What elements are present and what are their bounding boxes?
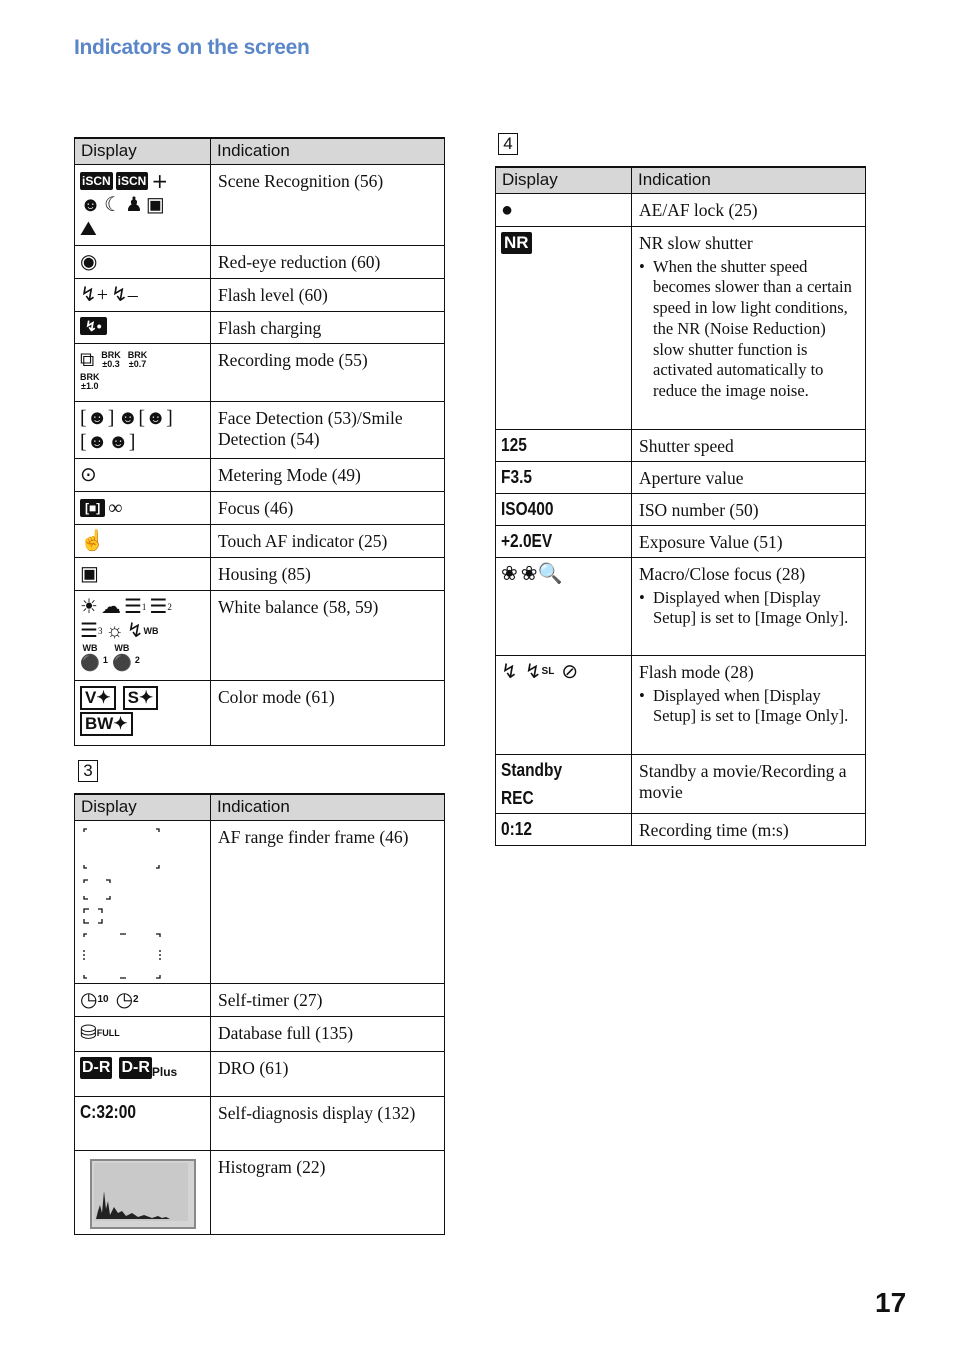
table-row bbox=[75, 278, 445, 311]
indication-header: Indication bbox=[632, 167, 866, 193]
self-diagnosis-code: C:32:00 bbox=[80, 1101, 136, 1122]
indication-cell: Self-timer (27) bbox=[211, 983, 445, 1016]
indication-cell: ISO number (50) bbox=[632, 493, 866, 525]
indication-text: Macro/Close focus (28) bbox=[639, 563, 806, 584]
face-detect-icon: [☻] bbox=[80, 406, 115, 429]
table-row bbox=[75, 557, 445, 590]
note-bullet: • When the shutter speed becomes slower than a certain speed in low light conditions, the NR (Noise Reduction) slow shutter function is activated automatically to reduce the image noise. bbox=[639, 257, 858, 403]
indication-cell: Standby a movie/Recording a movie bbox=[632, 754, 866, 813]
underwater-wb-icon: WB ⚫ bbox=[111, 642, 132, 672]
display-cell bbox=[496, 429, 632, 461]
metering-icon: ⊙ bbox=[80, 463, 97, 486]
indication-text: Flash mode (28) bbox=[639, 661, 754, 682]
table-row bbox=[75, 1016, 445, 1051]
display-cell bbox=[75, 524, 211, 557]
indication-cell: Scene Recognition (56) bbox=[211, 164, 445, 245]
display-cell bbox=[75, 983, 211, 1016]
display-cell bbox=[496, 226, 632, 429]
rec-label: REC bbox=[501, 787, 534, 808]
indicator-table-2 bbox=[74, 137, 445, 746]
sun-icon: ☀ bbox=[80, 595, 98, 618]
display-cell bbox=[496, 754, 632, 813]
cloud-icon: ☁ bbox=[100, 595, 121, 618]
display-cell bbox=[75, 311, 211, 343]
histogram-icon bbox=[90, 1159, 196, 1229]
note-bullet: • Displayed when [Display Setup] is set to [Image Only]. bbox=[639, 686, 858, 728]
indication-cell: Red-eye reduction (60) bbox=[211, 245, 445, 278]
table-row bbox=[75, 401, 445, 458]
section-number-3: 3 bbox=[78, 760, 98, 782]
night-portrait-icon: ♟ bbox=[124, 193, 143, 216]
table-row bbox=[75, 524, 445, 557]
indication-cell bbox=[632, 655, 866, 754]
display-cell bbox=[496, 461, 632, 493]
display-cell bbox=[496, 493, 632, 525]
face-detect-icon: [☻☻] bbox=[80, 430, 136, 453]
flash-wb-icon: ↯ WB bbox=[126, 619, 159, 642]
display-cell bbox=[75, 680, 211, 745]
indication-cell: Shutter speed bbox=[632, 429, 866, 461]
indication-cell: Flash level (60) bbox=[211, 278, 445, 311]
indication-cell: AF range finder frame (46) bbox=[211, 820, 445, 983]
display-cell bbox=[75, 278, 211, 311]
dro-icon: D-R bbox=[80, 1057, 112, 1079]
underwater-wb-icon: WB ⚫ bbox=[80, 642, 100, 672]
display-cell bbox=[75, 491, 211, 524]
self-timer-icon: ◷ 10 bbox=[80, 988, 109, 1011]
indication-cell: Histogram (22) bbox=[211, 1150, 445, 1234]
fluorescent-icon: ☰ 2 bbox=[149, 595, 172, 618]
indication-cell: AE/AF lock (25) bbox=[632, 193, 866, 226]
self-timer-icon: ◷ 2 bbox=[115, 988, 139, 1011]
recording-time-value: 0:12 bbox=[501, 818, 532, 839]
display-cell bbox=[496, 557, 632, 655]
indication-cell: White balance (58, 59) bbox=[211, 590, 445, 680]
indication-cell: Self-diagnosis display (132) bbox=[211, 1096, 445, 1150]
indication-cell: Recording time (m:s) bbox=[632, 813, 866, 845]
bracket-icon: BRK ±0.7 bbox=[127, 349, 148, 369]
indication-cell: Aperture value bbox=[632, 461, 866, 493]
indication-text: NR slow shutter bbox=[639, 232, 753, 253]
table-row bbox=[75, 491, 445, 524]
slow-sync-icon: ↯ SL bbox=[524, 660, 555, 683]
flash-icon: ↯ bbox=[501, 660, 518, 683]
indication-header: Indication bbox=[211, 138, 445, 164]
indication-cell: Metering Mode (49) bbox=[211, 458, 445, 491]
iso-value: ISO400 bbox=[501, 498, 554, 519]
ae-lock-icon: ● bbox=[501, 198, 514, 221]
table-row bbox=[75, 458, 445, 491]
indication-cell: Housing (85) bbox=[211, 557, 445, 590]
indication-cell: DRO (61) bbox=[211, 1051, 445, 1096]
dro-icon: D-R Plus bbox=[121, 1058, 178, 1079]
display-cell bbox=[75, 343, 211, 401]
eye-icon: ◉ bbox=[80, 250, 98, 273]
indication-cell: Exposure Value (51) bbox=[632, 525, 866, 557]
table-row bbox=[75, 1051, 445, 1096]
display-cell bbox=[496, 813, 632, 845]
display-header: Display bbox=[75, 138, 211, 164]
table-row bbox=[496, 557, 866, 655]
table-row bbox=[75, 590, 445, 680]
indicator-table-3 bbox=[74, 793, 445, 1235]
display-cell bbox=[75, 164, 211, 245]
housing-icon: ▣ bbox=[80, 562, 99, 585]
section-number-4: 4 bbox=[498, 133, 518, 155]
display-cell bbox=[496, 193, 632, 226]
flash-minus-icon: ↯– bbox=[111, 283, 138, 306]
fluorescent-icon: ☰ 3 bbox=[80, 619, 103, 642]
plus-icon: + bbox=[151, 168, 169, 193]
table-row bbox=[496, 754, 866, 813]
display-cell: ☀ ☁ ☰ 1 ☰ 2 ☰ 3 ☼ ↯ WB WB ⚫ 1 WB ⚫ 2 bbox=[75, 590, 211, 680]
flash-charging-icon: ↯• bbox=[80, 317, 107, 335]
sepia-icon: S ✦ bbox=[123, 686, 159, 710]
backlight-icon: ▣ bbox=[145, 193, 165, 216]
bracket-icon: BRK ±1.0 bbox=[80, 371, 100, 391]
indication-cell: Flash charging bbox=[211, 311, 445, 343]
display-cell bbox=[496, 525, 632, 557]
display-cell bbox=[496, 655, 632, 754]
table-row bbox=[75, 1096, 445, 1150]
indication-cell: Focus (46) bbox=[211, 491, 445, 524]
landscape-icon: ⛰ bbox=[80, 217, 97, 240]
burst-icon: ⧉ bbox=[80, 348, 95, 371]
display-cell bbox=[75, 1051, 211, 1096]
display-cell bbox=[75, 820, 211, 983]
incandescent-icon: ☼ bbox=[105, 619, 124, 642]
flash-off-icon: ⊘ bbox=[561, 660, 579, 683]
indication-cell: Touch AF indicator (25) bbox=[211, 524, 445, 557]
table-row bbox=[496, 493, 866, 525]
display-header: Display bbox=[75, 794, 211, 820]
table-row bbox=[496, 655, 866, 754]
nr-icon: NR bbox=[501, 232, 532, 254]
display-cell bbox=[75, 458, 211, 491]
indicator-table-4 bbox=[495, 166, 866, 846]
aperture-value: F3.5 bbox=[501, 466, 532, 487]
indication-cell: Face Detection (53)/Smile Detection (54) bbox=[211, 401, 445, 458]
iscn-plus-icon: iSCN bbox=[117, 173, 147, 188]
face-detect-icon: ☻[☻] bbox=[117, 406, 173, 429]
standby-label: Standby bbox=[501, 759, 563, 780]
vivid-icon: V ✦ bbox=[80, 686, 116, 710]
table-row bbox=[75, 983, 445, 1016]
display-cell bbox=[75, 1150, 211, 1234]
display-cell bbox=[75, 557, 211, 590]
table-row bbox=[75, 311, 445, 343]
display-cell bbox=[75, 401, 211, 458]
note-bullet: • Displayed when [Display Setup] is set to [Image Only]. bbox=[639, 588, 858, 630]
af-frame-icon bbox=[80, 825, 170, 979]
shutter-speed-value: 125 bbox=[501, 434, 527, 455]
table-row bbox=[496, 525, 866, 557]
focus-frame-icon: [■] bbox=[80, 499, 105, 517]
table-row bbox=[75, 245, 445, 278]
night-icon: ☾ bbox=[104, 193, 122, 216]
infinity-icon: ∞ bbox=[108, 496, 123, 519]
table-row bbox=[496, 193, 866, 226]
table-row bbox=[75, 164, 445, 245]
indication-cell: Database full (135) bbox=[211, 1016, 445, 1051]
indication-cell: Recording mode (55) bbox=[211, 343, 445, 401]
backlight-portrait-icon: ☻ bbox=[80, 193, 102, 216]
page-title: Indicators on the screen bbox=[74, 36, 310, 59]
indication-cell: Color mode (61) bbox=[211, 680, 445, 745]
macro-icon: ❀ bbox=[501, 562, 518, 585]
display-cell bbox=[75, 1016, 211, 1051]
indication-header: Indication bbox=[211, 794, 445, 820]
table-row bbox=[75, 680, 445, 745]
table-row bbox=[75, 1150, 445, 1234]
exposure-value: +2.0EV bbox=[501, 530, 553, 551]
display-header: Display bbox=[496, 167, 632, 193]
close-focus-icon: ❀🔍 bbox=[520, 562, 563, 585]
indication-cell bbox=[632, 226, 866, 429]
indication-cell bbox=[632, 557, 866, 655]
bracket-icon: BRK ±0.3 bbox=[101, 349, 121, 369]
database-full-icon: ⛁ FULL bbox=[80, 1021, 120, 1044]
table-row bbox=[496, 429, 866, 461]
table-row bbox=[75, 820, 445, 983]
iscn-icon: iSCN bbox=[82, 173, 111, 188]
table-row bbox=[496, 813, 866, 845]
display-cell bbox=[75, 1096, 211, 1150]
table-row bbox=[496, 226, 866, 429]
flash-plus-icon: ↯+ bbox=[80, 283, 109, 306]
touch-af-icon: ☝ bbox=[80, 529, 105, 552]
display-cell bbox=[75, 245, 211, 278]
fluorescent-icon: ☰ 1 bbox=[123, 595, 147, 618]
table-row bbox=[75, 343, 445, 401]
page-number: 17 bbox=[875, 1287, 907, 1318]
table-row bbox=[496, 461, 866, 493]
bw-icon: BW ✦ bbox=[80, 712, 133, 736]
